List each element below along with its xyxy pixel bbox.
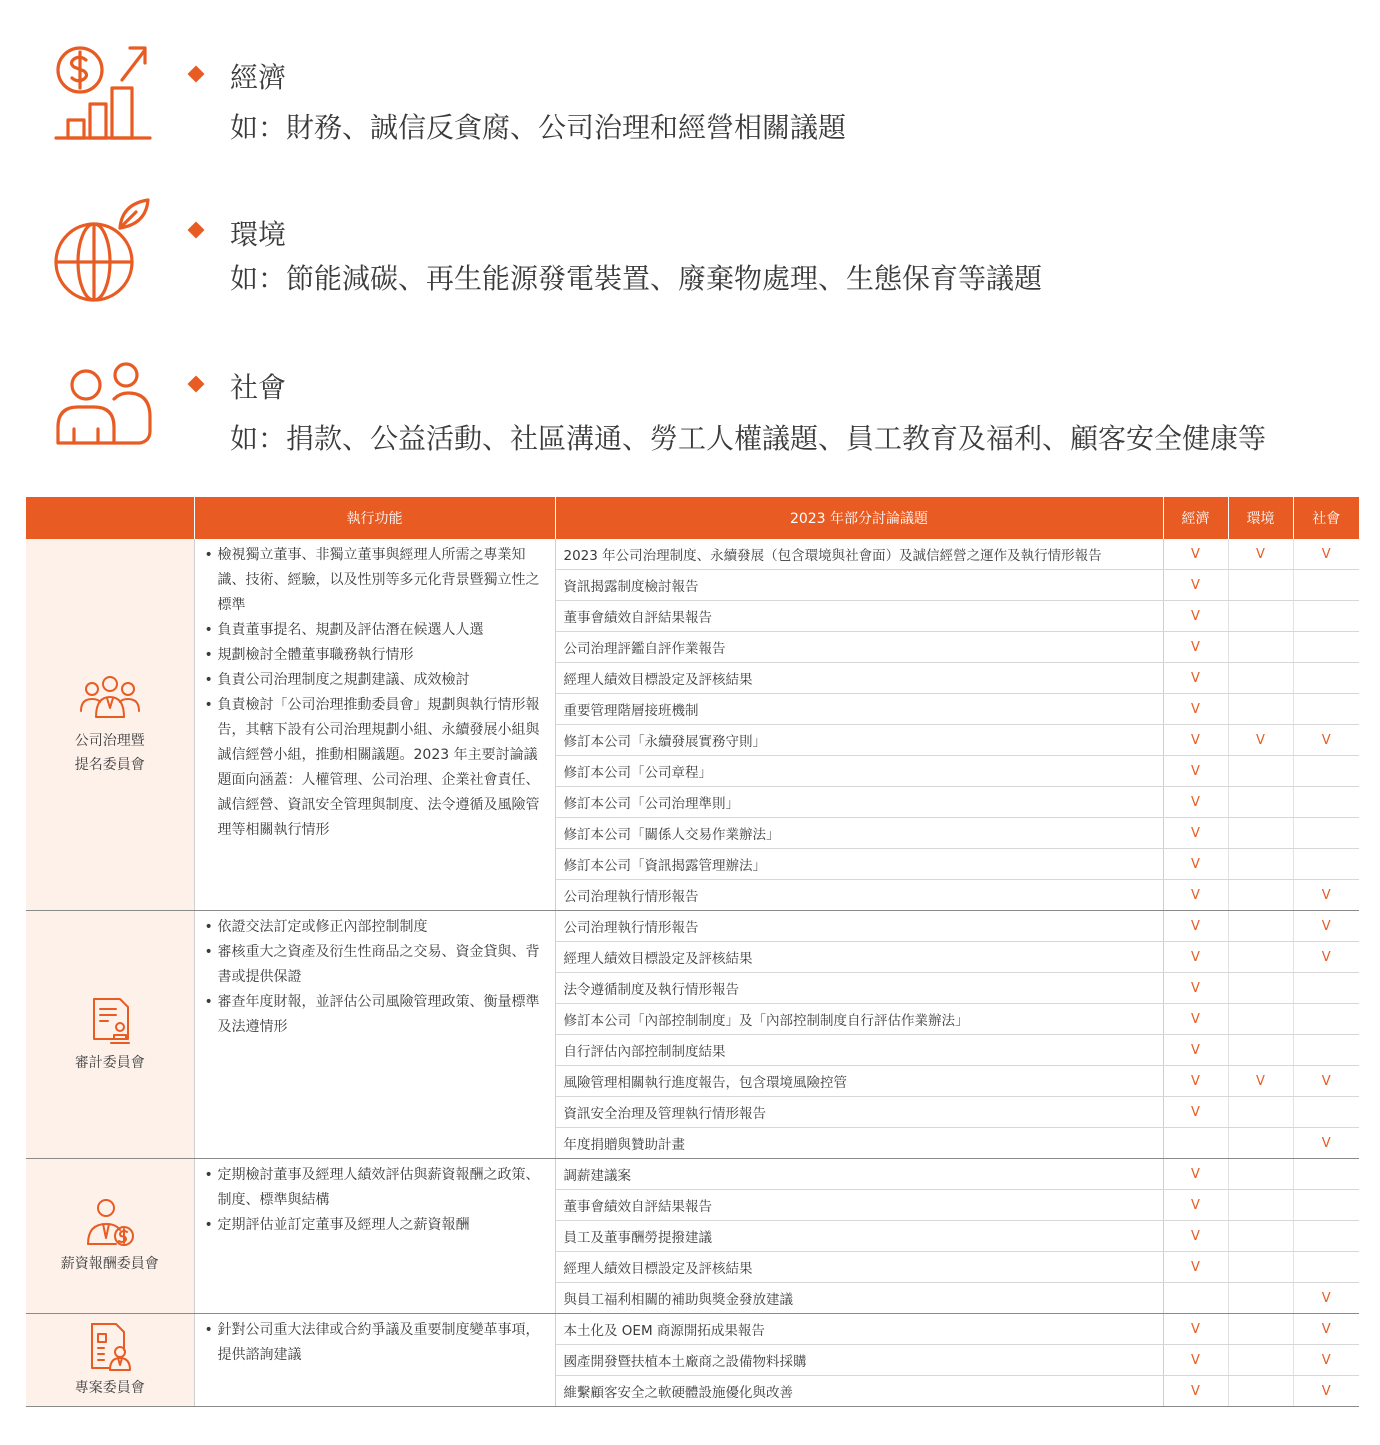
check-society: [1293, 694, 1359, 725]
check-environment: [1228, 1035, 1293, 1066]
topic-cell: 資訊揭露制度檢討報告: [555, 570, 1163, 601]
check-economy: V: [1163, 942, 1228, 973]
topic-cell: 風險管理相關執行進度報告，包含環境風險控管: [555, 1066, 1163, 1097]
committee-name: 審計委員會: [74, 1054, 145, 1071]
function-cell: [194, 1159, 555, 1314]
topic-cell: 公司治理評鑑自評作業報告: [555, 632, 1163, 663]
check-environment: [1228, 1159, 1293, 1190]
topic-cell: 2023 年公司治理制度、永續發展（包含環境與社會面）及誠信經營之運作及執行情形報告: [555, 539, 1163, 570]
check-environment: [1228, 1376, 1293, 1407]
function-item: • 依證交法訂定或修正內部控制制度: [205, 915, 547, 940]
topic-cell: 自行評估內部控制制度結果: [555, 1035, 1163, 1066]
category-description: 如：節能減碳、再生能源發電裝置、廢棄物處理、生態保育等議題: [230, 262, 1043, 295]
function-cell: [194, 911, 555, 1159]
check-economy: V: [1163, 1190, 1228, 1221]
committee-cell: [26, 1159, 194, 1314]
check-society: [1293, 1252, 1359, 1283]
committee-name: 公司治理暨 提名委員會: [74, 732, 145, 773]
check-economy: V: [1163, 756, 1228, 787]
topic-cell: 修訂本公司「公司章程」: [555, 756, 1163, 787]
audit-document-icon: [78, 995, 142, 1047]
topic-cell: 國產開發暨扶植本土廠商之設備物料採購: [555, 1345, 1163, 1376]
committee-cell: [26, 911, 194, 1159]
check-environment: V: [1228, 1066, 1293, 1097]
check-environment: [1228, 632, 1293, 663]
check-society: V: [1293, 1128, 1359, 1159]
check-environment: [1228, 756, 1293, 787]
check-economy: V: [1163, 601, 1228, 632]
committee-label: [26, 673, 194, 777]
category-description: 如：捐款、公益活動、社區溝通、勞工人權議題、員工教育及福利、顧客安全健康等: [230, 422, 1267, 455]
check-society: [1293, 849, 1359, 880]
topic-cell: 經理人績效目標設定及評核結果: [555, 1252, 1163, 1283]
check-environment: [1228, 1097, 1293, 1128]
check-environment: [1228, 849, 1293, 880]
header-society: 社會: [1293, 497, 1359, 539]
check-society: [1293, 632, 1359, 663]
function-list: [205, 915, 547, 1040]
bullet-diamond-icon: [188, 222, 205, 239]
function-item: • 定期檢討董事及經理人績效評估與薪資報酬之政策、制度、標準與結構: [205, 1163, 547, 1213]
function-item: • 針對公司重大法律或合約爭議及重要制度變革事項，提供諮詢建議: [205, 1318, 547, 1368]
check-economy: V: [1163, 694, 1228, 725]
check-society: V: [1293, 1283, 1359, 1314]
check-economy: V: [1163, 1066, 1228, 1097]
check-environment: [1228, 601, 1293, 632]
topic-cell: 調薪建議案: [555, 1159, 1163, 1190]
check-economy: V: [1163, 632, 1228, 663]
topic-cell: 經理人績效目標設定及評核結果: [555, 663, 1163, 694]
function-item: • 規劃檢討全體董事職務執行情形: [205, 643, 547, 668]
check-environment: [1228, 663, 1293, 694]
check-economy: V: [1163, 663, 1228, 694]
check-environment: [1228, 1345, 1293, 1376]
check-society: [1293, 756, 1359, 787]
committee-label: [26, 1320, 194, 1400]
check-environment: [1228, 1004, 1293, 1035]
function-item: • 負責檢討「公司治理推動委員會」規劃與執行情形報告，其轄下設有公司治理規劃小組、永續發展小組與誠信經營小組，推動相關議題。2023 年主要討論議題面向涵蓋：人權管理、公司治理、企業社會責任、誠信經營、資訊安全管理與制度、法令遵循及風險管理等相關執行情形: [205, 693, 547, 843]
topic-cell: 修訂本公司「公司治理準則」: [555, 787, 1163, 818]
topic-cell: 法令遵循制度及執行情形報告: [555, 973, 1163, 1004]
committee-name: 專案委員會: [74, 1380, 145, 1396]
function-item: • 負責董事提名、規劃及評估潛在候選人人選: [205, 618, 547, 643]
check-society: [1293, 570, 1359, 601]
header-function: 執行功能: [194, 497, 555, 539]
check-economy: V: [1163, 725, 1228, 756]
topic-cell: 董事會績效自評結果報告: [555, 601, 1163, 632]
committee-cell: [26, 539, 194, 911]
check-society: [1293, 1159, 1359, 1190]
function-cell: [194, 539, 555, 911]
check-economy: V: [1163, 911, 1228, 942]
topic-cell: 員工及董事酬勞提撥建議: [555, 1221, 1163, 1252]
topic-cell: 資訊安全治理及管理執行情形報告: [555, 1097, 1163, 1128]
header-economy: 經濟: [1163, 497, 1228, 539]
check-economy: V: [1163, 818, 1228, 849]
topic-cell: 董事會績效自評結果報告: [555, 1190, 1163, 1221]
topic-cell: 公司治理執行情形報告: [555, 911, 1163, 942]
table-row: [26, 1159, 1359, 1190]
check-society: V: [1293, 1345, 1359, 1376]
table-row: [26, 911, 1359, 942]
check-economy: V: [1163, 1314, 1228, 1345]
check-economy: V: [1163, 1376, 1228, 1407]
check-society: V: [1293, 942, 1359, 973]
check-society: [1293, 663, 1359, 694]
check-society: V: [1293, 1376, 1359, 1407]
check-society: V: [1293, 1314, 1359, 1345]
check-society: V: [1293, 880, 1359, 911]
function-item: • 審查年度財報，並評估公司風險管理政策、衡量標準及法遵情形: [205, 990, 547, 1040]
function-item: • 定期評估並訂定董事及經理人之薪資報酬: [205, 1213, 547, 1238]
category-name: 經濟: [230, 61, 287, 94]
check-society: [1293, 1097, 1359, 1128]
header-environment: 環境: [1228, 497, 1293, 539]
function-item: • 檢視獨立董事、非獨立董事與經理人所需之專業知識、技術、經驗，以及性別等多元化背景暨獨立性之標準: [205, 543, 547, 618]
topic-cell: 本土化及 OEM 商源開拓成果報告: [555, 1314, 1163, 1345]
money-growth-chart-icon: [50, 38, 160, 148]
topic-cell: 經理人績效目標設定及評核結果: [555, 942, 1163, 973]
table-header-row: [26, 497, 1359, 539]
committee-cell: [26, 1314, 194, 1407]
check-society: V: [1293, 1066, 1359, 1097]
check-environment: [1228, 787, 1293, 818]
check-society: [1293, 1035, 1359, 1066]
check-environment: [1228, 1283, 1293, 1314]
table-row: [26, 1314, 1359, 1345]
function-list: [205, 1163, 547, 1238]
check-society: V: [1293, 911, 1359, 942]
committee-name: 薪資報酬委員會: [60, 1256, 159, 1272]
topic-cell: 維繫顧客安全之軟硬體設施優化與改善: [555, 1376, 1163, 1407]
check-society: [1293, 601, 1359, 632]
check-economy: V: [1163, 880, 1228, 911]
function-item: • 審核重大之資產及衍生性商品之交易、資金貸與、背書或提供保證: [205, 940, 547, 990]
check-economy: V: [1163, 973, 1228, 1004]
check-environment: [1228, 911, 1293, 942]
bullet-diamond-icon: [188, 66, 205, 83]
function-list: [205, 1318, 547, 1368]
check-environment: [1228, 1252, 1293, 1283]
committee-label: [26, 995, 194, 1075]
committee-label: [26, 1196, 194, 1276]
check-economy: V: [1163, 539, 1228, 570]
check-economy: V: [1163, 1252, 1228, 1283]
check-environment: [1228, 1128, 1293, 1159]
check-economy: [1163, 1128, 1228, 1159]
topic-cell: 修訂本公司「關係人交易作業辦法」: [555, 818, 1163, 849]
check-environment: V: [1228, 539, 1293, 570]
category-name: 社會: [230, 371, 287, 404]
function-list: [205, 543, 547, 843]
topic-cell: 修訂本公司「永續發展實務守則」: [555, 725, 1163, 756]
header-committee: [26, 497, 194, 539]
check-society: [1293, 1004, 1359, 1035]
check-economy: V: [1163, 1035, 1228, 1066]
topic-cell: 年度捐贈與贊助計畫: [555, 1128, 1163, 1159]
check-economy: [1163, 1283, 1228, 1314]
check-economy: V: [1163, 849, 1228, 880]
check-society: V: [1293, 539, 1359, 570]
globe-leaf-icon: [50, 196, 160, 306]
check-environment: V: [1228, 725, 1293, 756]
check-economy: V: [1163, 1345, 1228, 1376]
check-environment: [1228, 1190, 1293, 1221]
committee-table: [26, 497, 1359, 1407]
function-cell: [194, 1314, 555, 1407]
bullet-diamond-icon: [188, 376, 205, 393]
category-name: 環境: [230, 218, 287, 251]
category-description: 如：財務、誠信反貪腐、公司治理和經營相關議題: [230, 111, 847, 144]
check-society: [1293, 1221, 1359, 1252]
check-society: [1293, 1190, 1359, 1221]
check-environment: [1228, 1314, 1293, 1345]
check-environment: [1228, 880, 1293, 911]
topic-cell: 修訂本公司「內部控制制度」及「內部控制制度自行評估作業辦法」: [555, 1004, 1163, 1035]
check-environment: [1228, 1221, 1293, 1252]
topic-cell: 與員工福利相關的補助與獎金發放建議: [555, 1283, 1163, 1314]
check-society: [1293, 787, 1359, 818]
topic-cell: 公司治理執行情形報告: [555, 880, 1163, 911]
table-row: [26, 539, 1359, 570]
check-environment: [1228, 973, 1293, 1004]
check-economy: V: [1163, 570, 1228, 601]
check-economy: V: [1163, 1221, 1228, 1252]
check-environment: [1228, 818, 1293, 849]
check-economy: V: [1163, 1097, 1228, 1128]
check-environment: [1228, 942, 1293, 973]
topic-cell: 重要管理階層接班機制: [555, 694, 1163, 725]
check-society: [1293, 973, 1359, 1004]
check-environment: [1228, 570, 1293, 601]
person-salary-icon: [78, 1196, 142, 1248]
check-society: V: [1293, 725, 1359, 756]
topic-cell: 修訂本公司「資訊揭露管理辦法」: [555, 849, 1163, 880]
header-topic: 2023 年部分討論議題: [555, 497, 1163, 539]
check-economy: V: [1163, 1159, 1228, 1190]
project-document-person-icon: [78, 1320, 142, 1372]
people-icon: [50, 355, 160, 465]
function-item: • 負責公司治理制度之規劃建議、成效檢討: [205, 668, 547, 693]
check-environment: [1228, 694, 1293, 725]
committee-people-icon: [78, 673, 142, 725]
check-economy: V: [1163, 1004, 1228, 1035]
check-economy: V: [1163, 787, 1228, 818]
check-society: [1293, 818, 1359, 849]
